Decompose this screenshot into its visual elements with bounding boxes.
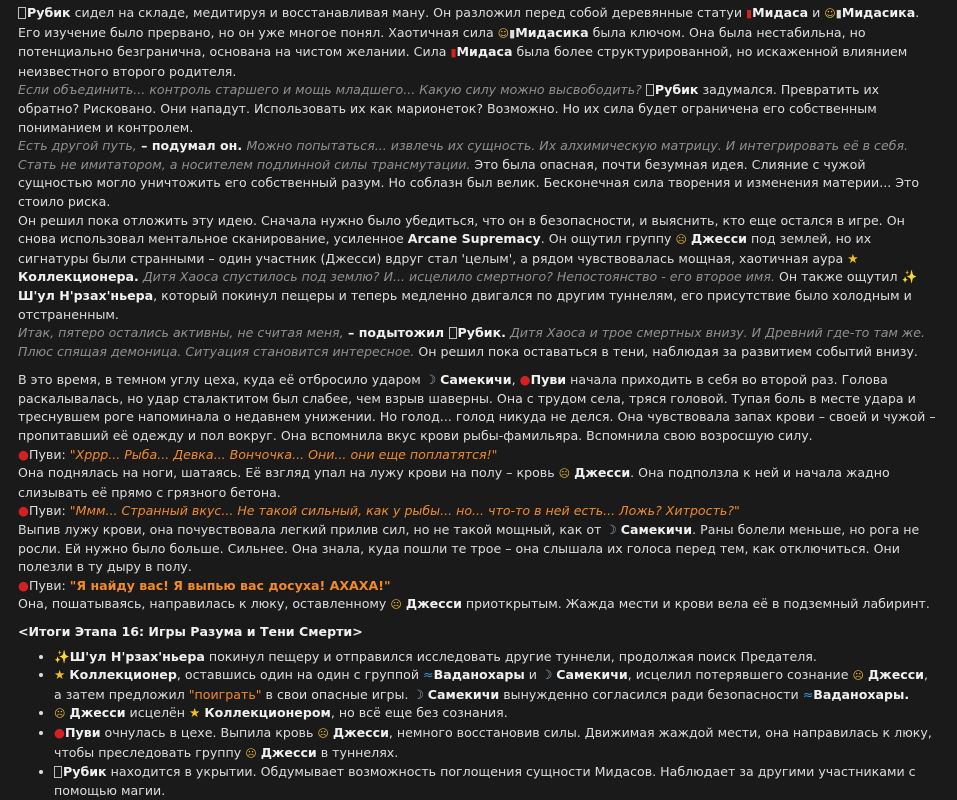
thought-text: Если объединить... контроль старшего и мощь младшего... Какую силу можно высвободить?: [18, 82, 642, 98]
rubik-name: Рубик: [654, 82, 699, 98]
text: находится в укрытии. Обдумывает возможность поглощения сущности Мидасов. Наблюдает за другими участниками с помощью магии.: [54, 764, 916, 798]
list-item: [54, 648, 939, 667]
puvi-name: Пуви: [530, 372, 567, 388]
summary-list: [18, 648, 939, 800]
sick-face-icon: ☹: [390, 598, 402, 612]
midas-name: Мидаса: [752, 5, 809, 20]
dialogue-line-3: [18, 577, 939, 596]
text: , который покинул пещеры и теперь медленно двигался по другим туннелям, его присутствие было холодным и отстраненным.: [18, 287, 912, 322]
thought-text: Итак, пятеро остались активны, не считая меня,: [18, 325, 344, 341]
text: под землей, но их сигнатуры были странными – один участник (Джесси) вдруг стал 'целым', а рядом чувствовалась мощная, хаотичная аура: [18, 231, 872, 266]
collector-name: Коллекционер: [69, 667, 177, 683]
jessie-name: Джесси: [332, 724, 389, 740]
thought-text: Можно попытаться... извлечь их сущность. Их алхимическую матрицу. И интегрировать её в себя. Стать не имитатором, а носителем подлинной силы трансмутации.: [18, 138, 909, 172]
cherub-icon: ☺: [497, 26, 510, 40]
missing-glyph-icon: [18, 7, 26, 19]
text: . Она подползла к ней и начала жадно слизывать её прямо с грязного бетона.: [18, 465, 890, 500]
vadanohara-name: Ваданохары.: [813, 686, 910, 702]
said-text: – подытожил: [343, 325, 449, 341]
missing-glyph-icon: [449, 327, 457, 339]
text: В это время, в темном углу цеха, куда её отбросило ударом: [18, 372, 425, 388]
shul-name: Ш'ул Н'рзах'ньера: [18, 287, 154, 303]
jessie-name: Джесси: [69, 705, 126, 721]
samekichi-name: Самекичи: [427, 686, 500, 702]
rubik-name: Рубик.: [457, 325, 506, 341]
list-item: [54, 666, 939, 704]
jessie-name: Джесси: [260, 744, 317, 760]
collector-name: Коллекционера.: [18, 269, 139, 285]
thought-text: Дитя Хаоса спустилось под землю? И... исцелило смертного? Непостоянство - его второе имя.: [138, 269, 776, 285]
speaker-label: Пуви:: [29, 577, 66, 593]
missing-glyph-icon: [54, 766, 62, 778]
samekichi-name: Самекичи: [440, 372, 512, 388]
sick-face-icon: ☹: [675, 233, 687, 247]
star-icon: ★: [189, 705, 201, 721]
dialogue-line-1: [18, 446, 939, 465]
text: покинул пещеру и отправился исследовать другие туннели, продолжая поиск Предателя.: [204, 648, 817, 664]
moon-icon: ☽: [540, 667, 553, 683]
thought-text: Дитя Хаоса и трое смертных внизу. И Древний где-то там же. Плюс спящая демоница. Ситуация становится интересное.: [18, 325, 926, 359]
fire-extinguisher-icon: ▮: [746, 7, 753, 20]
text: была более структурированной, но искаженной влиянием неизвестного второго родителя.: [18, 44, 908, 79]
paragraph-puvi-awakens: В это время, в темном углу цеха, куда её отбросило ударом ☽ Самекичи, ●Пуви начала приходить в себя во второй раз. Голова раскалывалась, но удар сталактитом был слабее, чем взрыв шаверны. Она с трудом села, тряся головой. Тупая боль в месте удара и треснувшем роге напоминала о недавнем унижении. Но голод... голод никуда не делся. Она чувствовала запах крови – своей и чужой – пропитавший её одежду и пол вокруг. Она вспомнила вкус крови рыбы-фамильяра. Вспомнила свою возросшую силу.: [18, 372, 936, 444]
wave-icon: ≈: [802, 686, 814, 702]
jessie-name: Джесси: [867, 667, 924, 683]
dialogue-line-2: [18, 502, 939, 521]
spacer: [18, 615, 939, 621]
text: Это была опасная, почти безумная идея. Слияние с чужой сущностью могло уничтожить его собственный разум. Но соблазн был велик. Бесконечная сила творения и изменения материи... Это стоило риска.: [18, 156, 920, 209]
text: Выпив лужу крови, она почувствовала легкий прилив сил, но не такой мощный, как от: [18, 522, 606, 538]
text: была ключом. Она была нестабильна, но потенциально безгранична, основана на чистом желании. Сила: [18, 24, 866, 60]
text: Она, пошатываясь, направилась к люку, оставленному: [18, 596, 391, 612]
extinguisher-icon: ▮: [835, 7, 842, 20]
samekichi-name: Самекичи: [620, 522, 693, 538]
missing-glyph-icon: [646, 84, 654, 96]
paragraph-blood-puddle: [18, 464, 939, 502]
blood-drop-icon: ●: [18, 446, 29, 462]
text: Она поднялась на ноги, шатаясь. Её взгляд упал на лужу крови на полу – кровь: [18, 465, 559, 481]
text: . Он ощутил группу: [540, 231, 676, 247]
text: сидел на складе, медитируя и восстанавливая ману. Он разложил перед собой деревянные статуи: [70, 5, 747, 20]
blood-drop-icon: ●: [54, 724, 65, 740]
sparkles-icon: ✨: [901, 269, 918, 285]
text: , но всё еще без сознания.: [330, 705, 508, 721]
text: Он также ощутил: [775, 269, 902, 285]
quote-text: "Ммм... Странный вкус... Не такой сильный, как у рыбы... но... что-то в ней есть... Ложь? Хитрость?": [69, 503, 740, 519]
sparkles-icon: ✨: [54, 648, 70, 664]
quote-text: "Я найду вас! Я выпью вас досуха! АХАХА!": [69, 577, 391, 593]
paragraph-scan: [18, 212, 939, 325]
sick-face-icon: ☹: [852, 669, 864, 683]
sick-face-icon: ☹: [317, 726, 329, 740]
jessie-name: Джесси: [574, 465, 631, 481]
collector-name: Коллекционером: [204, 705, 331, 721]
text: начала приходить в себя во второй раз. Голова раскалывалась, но удар сталактитом был слабее, чем взрыв шаверны. Она с трудом села, тряся головой. Тупая боль в месте удара и треснувшем роге напоминала о недавнем унижении. Но голод... голод никуда не делся. Она чувствовала запах крови – своей и чужой – пропитавший её одежду и пол вокруг. Она вспомнила вкус крови рыбы-фамильяра. Вспомнила свою возросшую силу.: [18, 372, 936, 444]
rubik-name: Рубик: [27, 5, 71, 20]
samekichi-name: Самекичи: [556, 667, 628, 683]
text: Он решил пока отложить эту идею. Сначала нужно было убедиться, что он в безопасности, и выяснить, кто еще остался в игре. Он снова использовал ментальное сканирование, усиленное: [18, 212, 905, 247]
midasik-name: Мидасика: [515, 24, 589, 40]
quote-text: "Хррр... Рыба... Девка... Вончочка... Они... они еще поплатятся!": [69, 446, 498, 462]
play-quote: "поиграть": [188, 686, 262, 702]
blood-drop-icon: ●: [18, 577, 29, 593]
list-item: [54, 763, 939, 800]
text: Он решил пока оставаться в тени, наблюдая за развитием событий внизу.: [414, 343, 918, 359]
text: . Раны болели меньше, но рога не росли. Ей нужно было больше. Сильнее. Она знала, куда пошли те трое – она слышала их голоса перед тем, как отключиться. Они полезли в ту дыру в полу.: [18, 522, 920, 575]
moon-icon: ☽: [605, 522, 617, 538]
paragraph-rubik-thinks: [18, 81, 939, 137]
said-text: – подумал он.: [136, 138, 247, 154]
text: и: [808, 5, 825, 20]
text: исцелён: [125, 705, 189, 721]
text: вынужденно согласился ради безопасности: [499, 686, 803, 702]
text: , а затем предложил: [54, 667, 929, 702]
star-icon: ★: [847, 250, 859, 266]
rubik-name: Рубик: [63, 764, 107, 780]
sick-face-icon: ☹: [558, 467, 571, 481]
midas-name: Мидаса: [456, 44, 513, 60]
spacer: [18, 361, 939, 371]
text: задумался. Превратить их обратно? Рисковано. Они нападут. Использовать их как марионеток? Возможно. Но их сила будет ограничена его собственным пониманием и контролем.: [18, 82, 880, 135]
jessie-name: Джесси: [405, 596, 462, 612]
text: в свои опасные игры.: [261, 686, 413, 702]
sick-face-icon: ☹: [54, 707, 66, 721]
star-icon: ★: [54, 667, 66, 683]
fire-extinguisher-icon: ▮: [450, 46, 457, 60]
sick-face-icon: ☹: [245, 746, 257, 760]
paragraph-hatch: [18, 595, 939, 615]
vadanohara-name: Ваданохары: [433, 667, 525, 683]
paragraph-other-path: [18, 137, 939, 211]
paragraph-drinking: [18, 521, 939, 577]
text: , немного восстановив силы. Движимая жаждой мести, она направилась к люку, чтобы преследовать группу: [54, 724, 932, 760]
list-item: [54, 724, 939, 763]
text: . Его изучение было прервано, но он уже многое понял. Хаотичная сила: [18, 5, 920, 40]
moon-icon: ☽: [424, 372, 437, 388]
moon-icon: ☽: [412, 686, 424, 702]
puvi-name: Пуви: [65, 724, 101, 740]
thought-text: Есть другой путь,: [18, 138, 137, 154]
list-item: [54, 704, 939, 724]
paragraph-rubik-meditating: [18, 4, 939, 81]
jessie-name: Джесси: [690, 231, 747, 247]
text: очнулась в цехе. Выпила кровь: [100, 724, 318, 740]
text: в туннелях.: [316, 744, 399, 760]
cherub-icon: ☺: [824, 7, 836, 20]
speaker-label: Пуви:: [29, 446, 66, 462]
paragraph-summary-thought: [18, 324, 939, 361]
blood-drop-icon: ●: [18, 503, 29, 519]
stage-summary-heading: <Итоги Этапа 16: Игры Разума и Тени Смерти>: [18, 624, 363, 639]
arcane-supremacy: Arcane Supremacy: [407, 231, 541, 247]
text: , оставшись один на один с группой: [176, 667, 424, 683]
blood-drop-icon: ●: [519, 372, 531, 388]
midasik-name: Мидасика: [841, 5, 916, 20]
text: , исцелил потерявшего сознание: [627, 667, 853, 683]
extinguisher-icon: ▮: [509, 26, 516, 40]
wave-icon: ≈: [423, 667, 434, 683]
text: приоткрытым. Жажда мести и крови вела её в подземный лабиринт.: [461, 596, 930, 612]
shul-name: Ш'ул Н'рзах'ньера: [69, 648, 205, 664]
speaker-label: Пуви:: [29, 503, 66, 519]
text: и: [524, 667, 541, 683]
